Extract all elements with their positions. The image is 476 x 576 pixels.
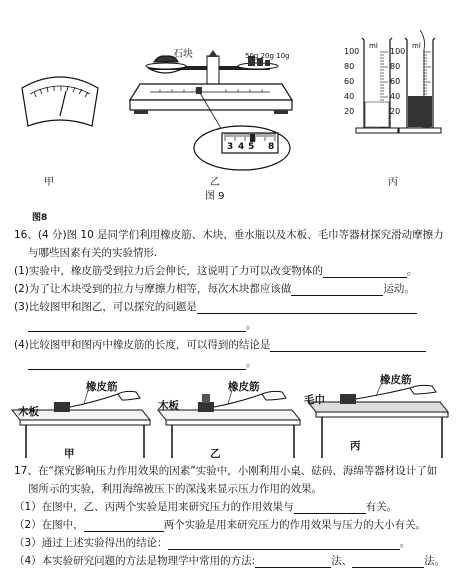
q16-blank-2[interactable] <box>291 284 383 296</box>
fig9-caption: 图 9 <box>205 191 225 202</box>
setup-yi <box>158 390 300 458</box>
q16-blank-3a[interactable] <box>197 302 417 314</box>
q16-part-4-cont: 。 <box>28 356 257 370</box>
q16-head-1: 16、(4 分)图 10 是同学们利用橡皮筋、木块、垂水瓶以及木板、毛巾等器材探究滑动摩擦力 <box>14 229 444 241</box>
cylinder-tick-label: 40 <box>344 92 355 101</box>
magnified-scale-tick-label: 4 <box>238 142 245 152</box>
fig10-label-bing: 丙 <box>350 440 361 452</box>
fig10-rubber-label-2: 橡皮筋 <box>228 381 260 393</box>
cylinder-tick-label: 20 <box>344 107 355 116</box>
balance-scale <box>130 50 292 130</box>
q17-head-2: 图所示的实验，利用海绵被压下的深浅来显示压力作用的效果。 <box>28 483 322 495</box>
q16-blank-4a[interactable] <box>270 340 426 352</box>
magnified-scale-tick-label: 8 <box>268 142 275 152</box>
q17-blank-4b[interactable] <box>352 556 424 568</box>
fig10-label-yi: 乙 <box>210 448 221 460</box>
fig10-label-jia: 甲 <box>64 448 75 460</box>
cylinder-tick-label: 20 <box>390 107 401 116</box>
magnified-scale-tick-label: 5 <box>248 142 255 152</box>
q16-part-4: (4)比较图甲和图丙中橡皮筋的长度，可以得到的结论是 <box>14 338 426 352</box>
q16-part-3: (3)比较图甲和图乙，可以探究的问题是 <box>14 300 417 314</box>
figure-9 <box>0 0 476 200</box>
q17-part-4: （4）本实验研究问题的方法是物理学中常用的方法: 法、 法。 <box>14 555 446 567</box>
cylinder-tick-label: 40 <box>390 92 401 101</box>
q16-blank-1[interactable] <box>323 266 407 278</box>
q17-part-3: （3）通过上述实验得出的结论： 。 <box>14 537 411 549</box>
fig10-towel-label: 毛巾 <box>304 394 325 406</box>
q17-head-1: 17、在“探究影响压力作用效果的因素”实验中，小刚利用小桌、砝码、海绵等器材设计了如 <box>14 465 438 477</box>
cylinder-tick-label: 80 <box>390 62 401 71</box>
q17-part-2: （2）在图中， 两个实验是用来研究压力的作用效果与压力的大小有关。 <box>14 519 427 531</box>
cylinder-left-unit: ml <box>369 42 378 50</box>
fig9-label-bing: 丙 <box>388 177 398 188</box>
q17-blank-2[interactable] <box>84 520 164 532</box>
fig10-rubber-label-3: 橡皮筋 <box>380 374 412 386</box>
setup-jia <box>12 390 150 458</box>
cylinder-right-unit: ml <box>412 42 421 50</box>
cylinder-tick-label: 80 <box>344 62 355 71</box>
q17-blank-4a[interactable] <box>255 556 331 568</box>
weights-label: 50g 20g 10g <box>245 52 290 60</box>
cylinder-tick-label: 100 <box>390 47 406 56</box>
fig9-label-jia: 甲 <box>44 177 54 188</box>
q16-head-2: 与哪些因素有关的实验情形. <box>28 247 158 259</box>
dial-gauge <box>22 77 98 126</box>
cylinder-tick-label: 60 <box>344 77 355 86</box>
q16-part-3-cont: 。 <box>28 318 257 332</box>
stone-label: 石块 <box>173 49 193 60</box>
fig8-label: 图8 <box>32 213 48 223</box>
q16-part-1: (1)实验中，橡皮筋受到拉力后会伸长，这说明了力可以改变物体的 。 <box>14 265 418 277</box>
fig10-rubber-label-1: 橡皮筋 <box>86 381 118 393</box>
fig9-label-yi: 乙 <box>210 177 220 188</box>
q16-part-2: (2)为了让木块受到的拉力与摩擦力相等，每次木块都应该做 运动。 <box>14 283 415 295</box>
q17-part-1: （1）在图中，乙、丙两个实验是用来研究压力的作用效果与 有关。 <box>14 501 398 513</box>
setup-bing <box>308 382 448 458</box>
cylinder-tick-label: 60 <box>390 77 401 86</box>
q17-blank-3[interactable] <box>168 538 400 550</box>
cylinder-tick-label: 100 <box>344 47 360 56</box>
fig10-board-label-1: 木板 <box>18 406 39 418</box>
q16-blank-3b[interactable] <box>28 320 246 332</box>
magnified-scale-tick-label: 3 <box>227 142 234 152</box>
q17-blank-1[interactable] <box>294 502 366 514</box>
fig10-board-label-2: 木板 <box>158 400 179 412</box>
q16-blank-4b[interactable] <box>28 358 246 370</box>
